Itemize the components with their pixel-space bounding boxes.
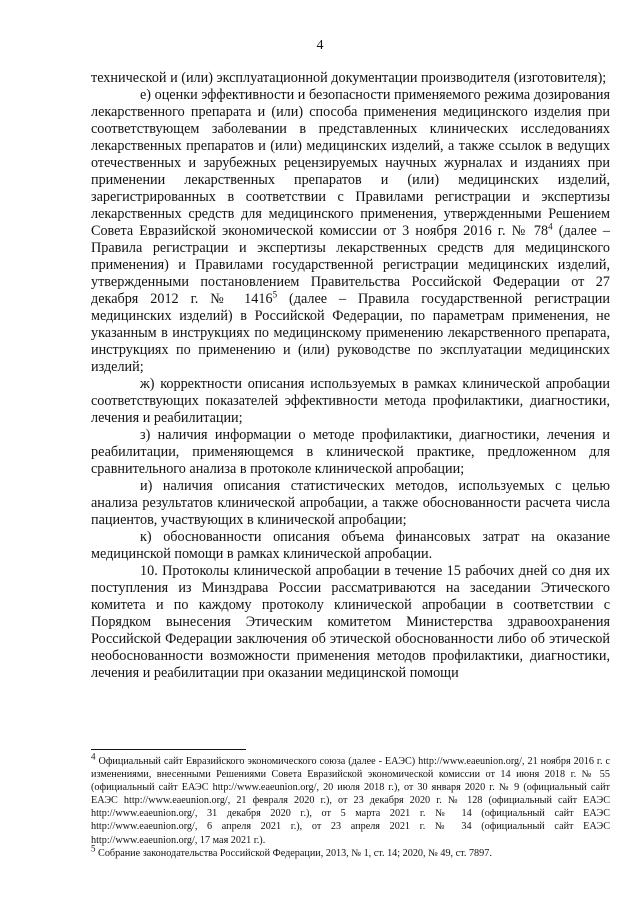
paragraph-continuation [91, 70, 610, 87]
paragraph-item-k [91, 529, 610, 563]
footnotes [91, 751, 610, 860]
footnote-separator [91, 749, 246, 750]
paragraph-text: е) оценки эффективности и безопасности применяемого режима дозирования лекарственного препарата и (или) способа применения медицинского изделия при соответствующем заболевании в представленных клинических исследованиях лекарственных препаратов и (или) медицинских изделий, а также ссылок в ведущих отечественных и зарубежных рецензируемых научных журналах и изданиях при применении лекарственных препаратов и (или) медицинских изделий, зарегистрированных в соответствии с Правилами регистрации и экспертизы лекарственных средств для медицинского применения, утвержденными Решением Совета Евразийской экономической комиссии от 3 ноября 2016 г. № 78 [91, 87, 610, 239]
paragraph-text: ж) корректности описания используемых в рамках клинической апробации соответствующих показателей эффективности метода профилактики, диагностики, лечения и реабилитации; [91, 376, 610, 426]
paragraph-item-zh [91, 376, 610, 427]
paragraph-text: к) обоснованности описания объема финансовых затрат на оказание медицинской помощи в рамках клинической апробации. [91, 529, 610, 562]
footnote-number: 4 [91, 751, 96, 762]
paragraph-text: и) наличия описания статистических методов, используемых с целью анализа результатов клинической апробации, а также обоснованности расчета числа пациентов, участвующих в клинической апробации; [91, 478, 610, 528]
footnote-4 [91, 751, 610, 847]
paragraph-item-i [91, 478, 610, 529]
paragraph-text: з) наличия информации о методе профилактики, диагностики, лечения и реабилитации, применяющемся в клинической практике, предложенном для сравнительного анализа в протоколе клинической апробации; [91, 427, 610, 477]
footnote-mark[interactable]: 5 [272, 289, 278, 300]
paragraph-text: технической и (или) эксплуатационной документации производителя (изготовителя); [91, 70, 607, 86]
paragraph-text: 10. Протоколы клинической апробации в течение 15 рабочих дней со дня их поступления из Минздрава России рассматриваются на заседании Этического комитета и по каждому протоколу клинической апробации в соответствии с Порядком вынесения Этическим комитетом Министерства здравоохранения Российской Федерации заключения об этической обоснованности либо об этической необоснованности возможности применения методов профилактики, диагностики, лечения и реабилитации при оказании медицинской помощи [91, 563, 610, 681]
page-number: 4 [316, 38, 324, 53]
footnote-text: Собрание законодательства Российской Федерации, 2013, № 1, ст. 14; 2020, № 49, ст. 7897. [98, 847, 492, 859]
paragraph-item-e [91, 87, 610, 376]
paragraph-item-z [91, 427, 610, 478]
document-body [91, 70, 610, 682]
paragraph-text: (далее – Правила регистрации и экспертизы лекарственных средств для медицинского применения) и Правилами государственной регистрации медицинских изделий, утвержденными постановлением Правительства Российской Федерации от 27 декабря 2012 г. № 1416 [91, 223, 611, 307]
paragraph-10 [91, 563, 610, 682]
footnote-text: Официальный сайт Евразийского экономического союза (далее - ЕАЭС) http://www.eaeunion.org/, 21 ноября 2016 г. с изменениями, внесенными Решениями Совета Евразийской экономической комиссии от 14 июня 2018 г. № 55 (официальный сайт ЕАЭС http://www.eaeunion.org/, 20 июля 2018 г.), от 30 января 2020 г. № 9 (официальный сайт ЕАЭС http://www.eaeunion.org/, 21 февраля 2020 г.), от 23 декабря 2020 г. № 128 (официальный сайт ЕАЭС http://www.eaeunion.org/, 31 декабря 2020 г.), от 5 марта 2021 г. № 14 (официальный сайт ЕАЭС http://www.eaeunion.org/, 6 апреля 2021 г.), от 23 апреля 2021 г. № 34 (официальный сайт ЕАЭС http://www.eaeunion.org/, 17 мая 2021 г.). [91, 756, 610, 846]
footnote-5 [91, 843, 610, 860]
paragraph-text: (далее – Правила государственной регистрации медицинских изделий) в Российской Федерации, по параметрам применения, не указанным в инструкциях по медицинскому применению лекарственного препарата, инструкциях по применению и (или) руководстве по эксплуатации медицинских изделий; [91, 291, 610, 375]
footnote-mark[interactable]: 4 [548, 221, 553, 232]
footnote-number: 5 [91, 843, 96, 854]
